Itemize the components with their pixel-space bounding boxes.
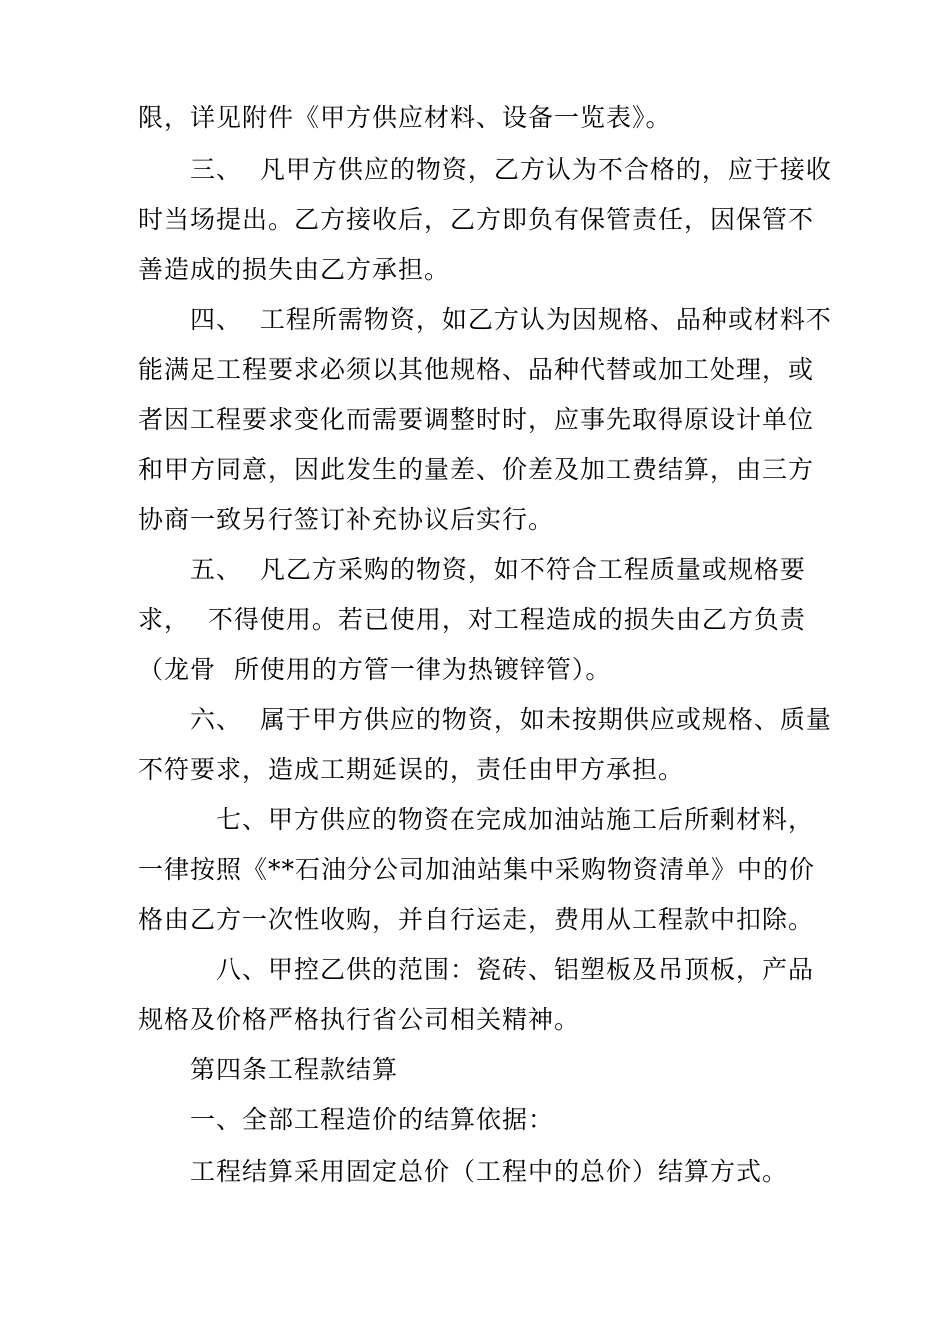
text-line: 时当场提出。乙方接收后，乙方即负有保管责任，因保管不 xyxy=(138,205,815,234)
text-line: 工程结算采用固定总价（工程中的总价）结算方式。 xyxy=(190,1157,789,1186)
text-line: 限，详见附件《甲方供应材料、设备一览表》。 xyxy=(138,103,672,132)
text-line: （龙骨 所使用的方管一律为热镀锌管）。 xyxy=(138,655,612,684)
text-line: 能满足工程要求必须以其他规格、品种代替或加工处理，或 xyxy=(138,355,815,384)
text-line: 善造成的损失由乙方承担。 xyxy=(138,255,451,284)
text-line: 一律按照《**石油分公司加油站集中采购物资清单》中的价 xyxy=(138,855,816,884)
text-line: 五、 凡乙方采购的物资，如不符合工程质量或规格要 xyxy=(190,555,806,584)
text-line: 协商一致另行签订补充协议后实行。 xyxy=(138,505,555,534)
text-line: 求， 不得使用。若已使用，对工程造成的损失由乙方负责 xyxy=(138,605,806,634)
text-line: 和甲方同意，因此发生的量差、价差及加工费结算，由三方 xyxy=(138,455,815,484)
text-line: 不符要求，造成工期延误的，责任由甲方承担。 xyxy=(138,755,685,784)
text-line: 格由乙方一次性收购，并自行运走，费用从工程款中扣除。 xyxy=(138,905,815,934)
text-line: 八、甲控乙供的范围：瓷砖、铝塑板及吊顶板，产品 xyxy=(216,955,815,984)
text-line: 六、 属于甲方供应的物资，如未按期供应或规格、质量 xyxy=(190,705,832,734)
section-heading: 第四条工程款结算 xyxy=(190,1055,399,1084)
text-line: 三、 凡甲方供应的物资，乙方认为不合格的，应于接收 xyxy=(190,155,832,184)
text-line: 一、全部工程造价的结算依据： xyxy=(190,1105,555,1134)
text-line: 七、甲方供应的物资在完成加油站施工后所剩材料， xyxy=(216,805,815,834)
text-line: 规格及价格严格执行省公司相关精神。 xyxy=(138,1005,581,1034)
text-line: 者因工程要求变化而需要调整时时，应事先取得原设计单位 xyxy=(138,405,815,434)
text-line: 四、 工程所需物资，如乙方认为因规格、品种或材料不 xyxy=(190,305,832,334)
